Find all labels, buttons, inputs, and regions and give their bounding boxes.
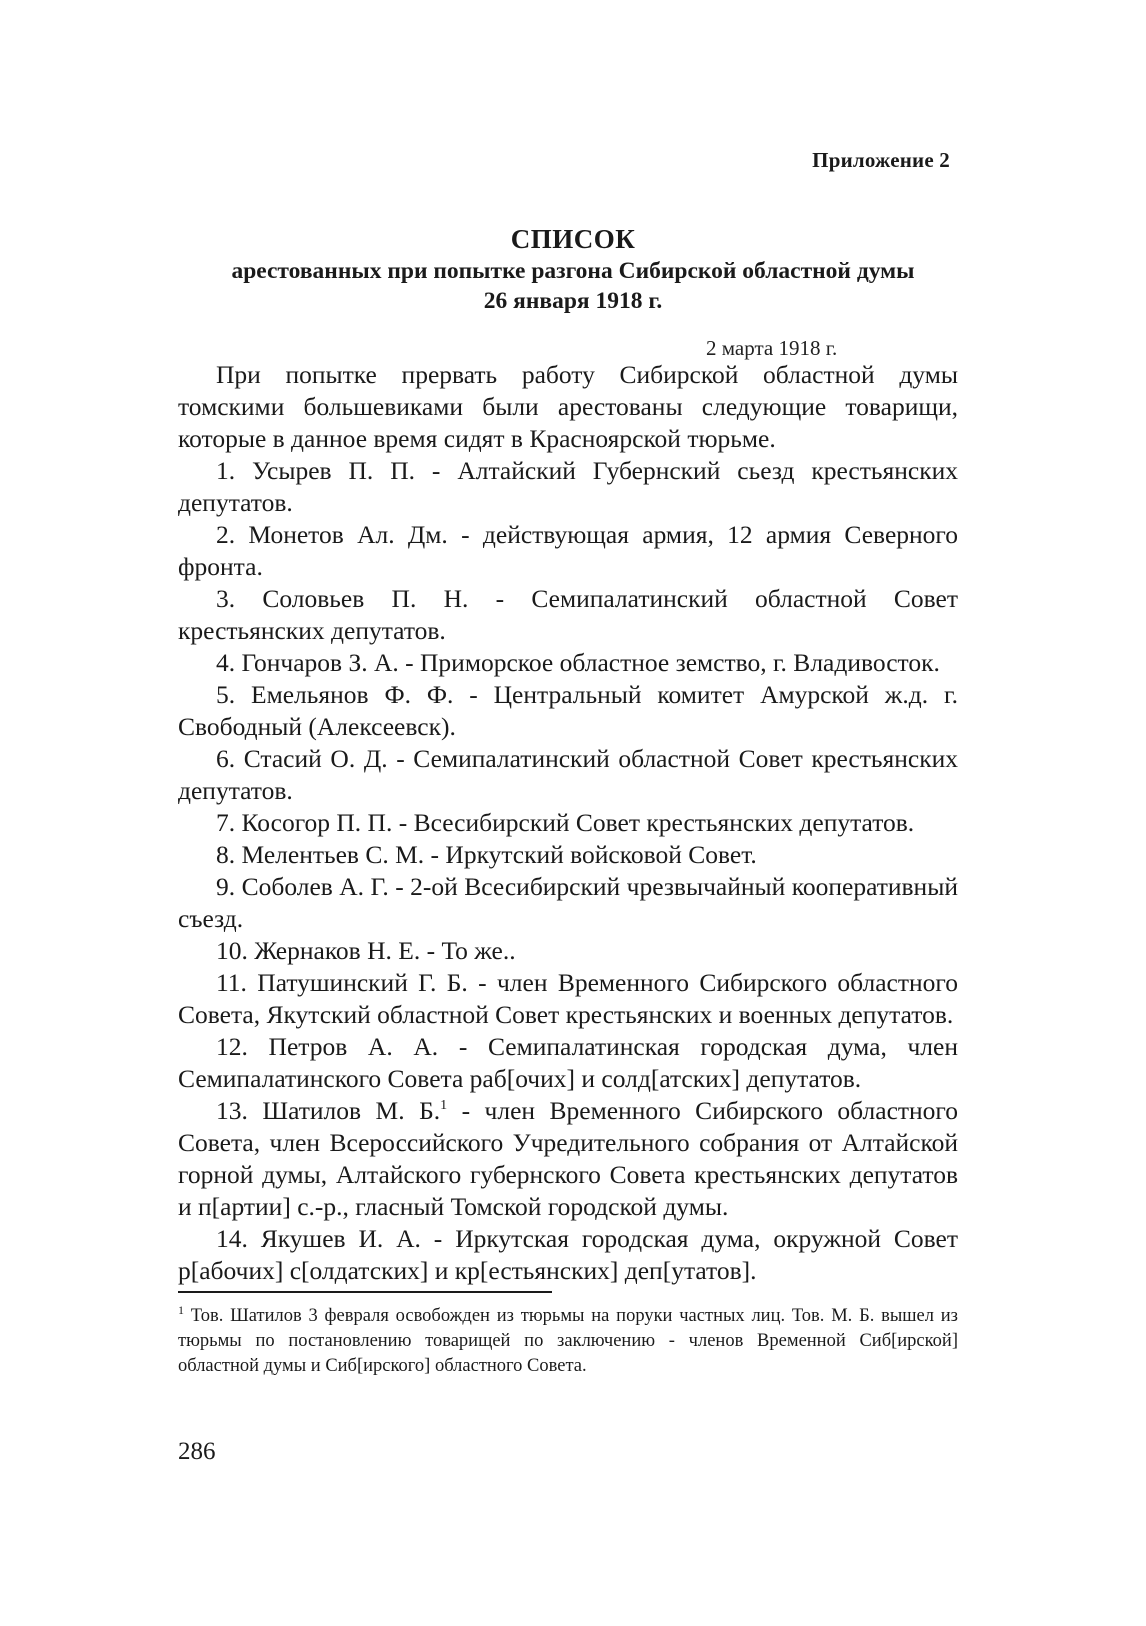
title-main: СПИСОК bbox=[510, 224, 636, 254]
list-item: 8. Мелентьев С. М. - Иркутский войсковой Совет. bbox=[216, 840, 757, 869]
document-title bbox=[178, 222, 968, 316]
list-item: 11. Патушинский Г. Б. - член Временного Сибирского областного Совета, Якутский областной Совет крестьянских и военных депутатов. bbox=[178, 968, 958, 1029]
list-item: 12. Петров А. А. - Семипалатинская городская дума, член Семипалатинского Совета раб[очих] и солд[атских] депутатов. bbox=[178, 1032, 958, 1093]
footnote bbox=[178, 1304, 958, 1379]
list-item: 14. Якушев И. А. - Иркутская городская дума, окружной Совет р[абочих] с[олдатских] и кр[естьянских] деп[утатов]. bbox=[178, 1224, 958, 1285]
footnote-reference: 1 bbox=[440, 1098, 448, 1113]
intro-paragraph: При попытке прервать работу Сибирской областной думы томскими большевиками были арестованы следующие товарищи, которые в данное время сидят в Красноярской тюрьме. bbox=[178, 360, 958, 453]
footnote-divider bbox=[178, 1291, 552, 1293]
body-text bbox=[178, 359, 958, 1287]
list-item: 10. Жернаков Н. Е. - То же.. bbox=[216, 936, 516, 965]
title-line-2: 26 января 1918 г. bbox=[483, 288, 663, 314]
item-13-name: 13. Шатилов М. Б. bbox=[216, 1096, 441, 1125]
page-number: 286 bbox=[178, 1438, 216, 1465]
list-item: 4. Гончаров З. А. - Приморское областное земство, г. Владивосток. bbox=[216, 648, 940, 677]
list-item: 5. Емельянов Ф. Ф. - Центральный комитет Амурской ж.д. г. Свободный (Алексеевск). bbox=[178, 680, 958, 741]
list-item bbox=[178, 1095, 958, 1223]
footnote-text: Тов. Шатилов 3 февраля освобожден из тюрьмы на поруки частных лиц. Тов. М. Б. вышел из тюрьмы по постановлению товарищей по заключению - членов Временной Сиб[ирской] областной думы и Сиб[ирского] областного Совета. bbox=[178, 1306, 958, 1376]
appendix-label: Приложение 2 bbox=[812, 148, 950, 172]
list-item: 3. Соловьев П. Н. - Семипалатинский областной Совет крестьянских депутатов. bbox=[178, 584, 958, 645]
list-item: 1. Усырев П. П. - Алтайский Губернский сьезд крестьянских депутатов. bbox=[178, 456, 958, 517]
list-item: 2. Монетов Ал. Дм. - действующая армия, 12 армия Северного фронта. bbox=[178, 520, 958, 581]
list-item: 7. Косогор П. П. - Всесибирский Совет крестьянских депутатов. bbox=[216, 808, 915, 837]
list-item: 6. Стасий О. Д. - Семипалатинский областной Совет крестьянских депутатов. bbox=[178, 744, 958, 805]
item-13-text: - член Временного Сибирского областного Совета, член Всероссийского Учредительного собрания от Алтайской горной думы, Алтайского губернского Совета крестьянских депутатов и п[артии] с.-р., гласный Томской городской думы. bbox=[178, 1096, 958, 1221]
document-date: 2 марта 1918 г. bbox=[706, 336, 838, 360]
footnote-mark: 1 bbox=[178, 1303, 184, 1317]
list-item: 9. Соболев А. Г. - 2-ой Всесибирский чрезвычайный кооперативный съезд. bbox=[178, 872, 958, 933]
title-line-1: арестованных при попытке разгона Сибирской областной думы bbox=[231, 258, 915, 284]
